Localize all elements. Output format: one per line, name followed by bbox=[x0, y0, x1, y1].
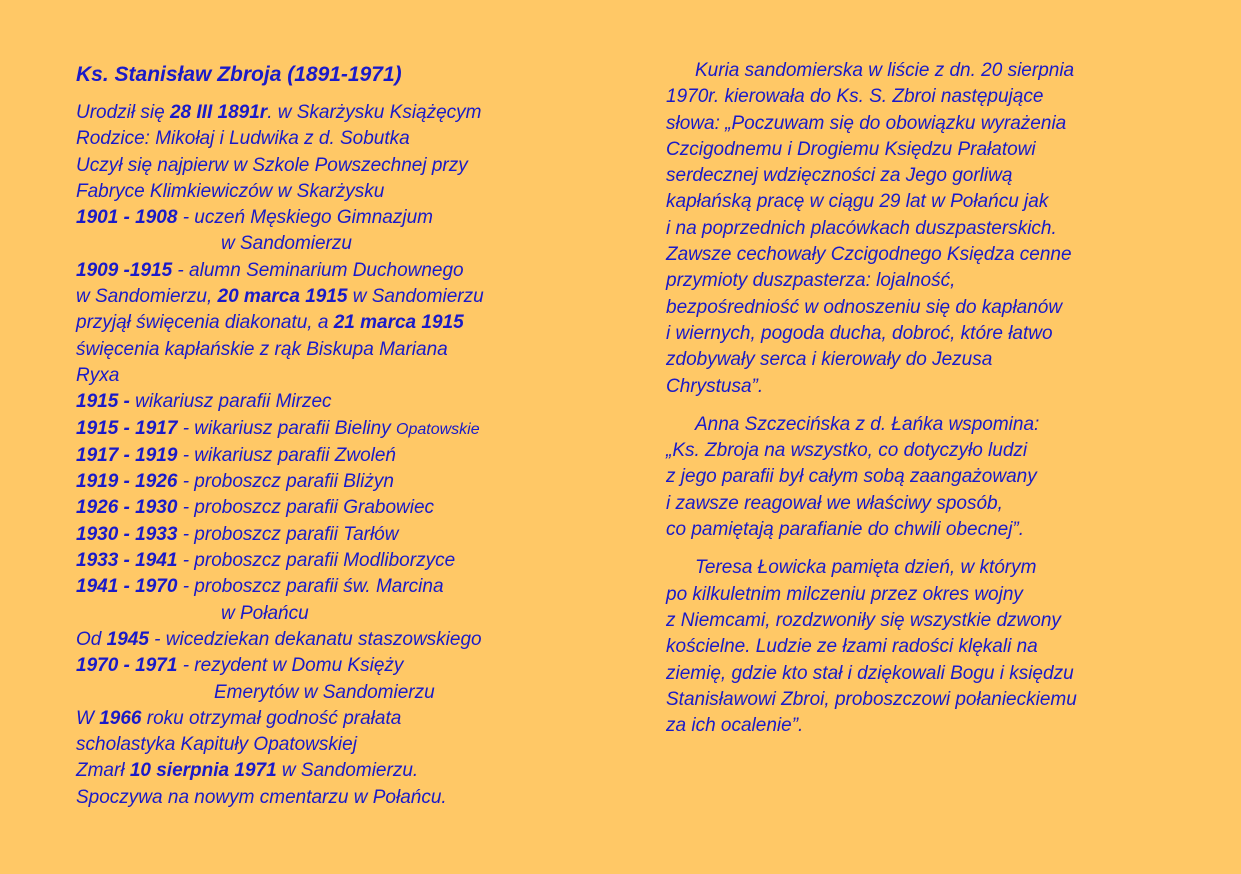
line-note: Opatowskie bbox=[396, 420, 480, 438]
line-text: święcenia kapłańskie z rąk Biskupa Mariana bbox=[76, 338, 448, 360]
line-text: w Sandomierzu, bbox=[76, 286, 218, 308]
paragraph-line: przymioty duszpasterza: lojalność, bbox=[666, 270, 956, 292]
paragraph-line: Czcigodnemu i Drogiemu Księdzu Prałatowi bbox=[666, 138, 1036, 160]
paragraph-line: ziemię, gdzie kto stał i dziękowali Bogu i księdzu bbox=[666, 662, 1074, 684]
line-text: W bbox=[76, 707, 100, 729]
paragraph-line: „Ks. Zbroja na wszystko, co dotyczyło ludzi bbox=[666, 440, 1028, 462]
line-text: Fabryce Klimkiewiczów w Skarżysku bbox=[76, 180, 385, 202]
biography-line bbox=[76, 389, 616, 415]
line-text: - uczeń Męskiego Gimnazjum bbox=[177, 207, 433, 229]
testimony-paragraph bbox=[666, 555, 1206, 739]
paragraph-line: Chrystusa”. bbox=[666, 375, 764, 397]
paragraph-line: Anna Szczecińska z d. Łańka wspomina: bbox=[695, 413, 1040, 435]
line-text: Rodzice: Mikołaj i Ludwika z d. Sobutka bbox=[76, 128, 410, 150]
paragraph-line: 1970r. kierowała do Ks. S. Zbroi następujące bbox=[666, 86, 1044, 108]
line-text: - proboszcz parafii Grabowiec bbox=[177, 497, 435, 519]
testimony-paragraph bbox=[666, 58, 1206, 400]
line-text: - proboszcz parafii Modliborzyce bbox=[177, 550, 456, 572]
line-text: w Sandomierzu. bbox=[276, 760, 419, 782]
biography-line bbox=[76, 363, 616, 389]
line-date: 1919 - 1926 bbox=[76, 471, 178, 493]
biography-line bbox=[76, 653, 616, 679]
line-date: 1915 - 1917 bbox=[76, 417, 178, 439]
line-text: - proboszcz parafii Bliżyn bbox=[177, 471, 394, 493]
line-text: scholastyka Kapituły Opatowskiej bbox=[76, 734, 357, 756]
line-text: - rezydent w Domu Księży bbox=[177, 655, 404, 677]
biography-line bbox=[76, 574, 616, 600]
paragraph-line: i zawsze reagował we właściwy sposób, bbox=[666, 492, 1003, 514]
line-text: - wikariusz parafii Zwoleń bbox=[177, 444, 396, 466]
biography-line bbox=[76, 258, 616, 284]
paragraph-line: z Niemcami, rozdzwoniły się wszystkie dzwony bbox=[666, 609, 1061, 631]
biography-lines bbox=[76, 100, 616, 811]
line-text: Spoczywa na nowym cmentarzu w Połańcu. bbox=[76, 786, 447, 808]
paragraph-line: zdobywały serca i kierowały do Jezusa bbox=[666, 349, 993, 371]
biography-line bbox=[76, 153, 616, 179]
line-text: - proboszcz parafii Tarłów bbox=[177, 523, 399, 545]
paragraph-line: i wiernych, pogoda ducha, dobroć, które łatwo bbox=[666, 322, 1053, 344]
paragraph-line: Stanisławowi Zbroi, proboszczowi połanieckiemu bbox=[666, 688, 1077, 710]
paragraph-line: co pamiętają parafianie do chwili obecnej”. bbox=[666, 519, 1025, 541]
paragraph-line: Zawsze cechowały Czcigodnego Księdza cenne bbox=[666, 244, 1072, 266]
testimony-paragraphs bbox=[666, 58, 1206, 739]
line-date: 1970 - 1971 bbox=[76, 655, 178, 677]
biography-line bbox=[76, 785, 616, 811]
line-date: 1930 - 1933 bbox=[76, 523, 178, 545]
line-date: 28 III 1891r bbox=[169, 102, 268, 123]
paragraph-line: i na poprzednich placówkach duszpasterskich. bbox=[666, 217, 1057, 239]
line-date: 1941 - 1970 bbox=[76, 576, 178, 598]
biography-line bbox=[76, 758, 616, 784]
line-date: 21 marca 1915 bbox=[333, 312, 464, 334]
line-date: 1917 - 1919 bbox=[76, 444, 178, 466]
line-date: 10 sierpnia 1971 bbox=[129, 760, 277, 782]
line-text: - proboszcz parafii św. Marcina bbox=[177, 576, 444, 598]
line-text: Zmarł bbox=[76, 760, 130, 782]
page-title: Ks. Stanisław Zbroja (1891-1971) bbox=[76, 63, 402, 86]
biography-line bbox=[76, 126, 616, 152]
line-text: . w Skarżysku Książęcym bbox=[267, 102, 482, 123]
biography-line bbox=[76, 100, 616, 126]
biography-line bbox=[76, 310, 616, 336]
line-date: 1901 - 1908 bbox=[76, 207, 178, 229]
line-text: roku otrzymał godność prałata bbox=[141, 707, 402, 729]
paragraph-line: Kuria sandomierska w liście z dn. 20 sierpnia bbox=[695, 60, 1075, 81]
line-text: - alumn Seminarium Duchownego bbox=[172, 259, 464, 281]
biography-line bbox=[76, 443, 616, 469]
line-text: Urodził się bbox=[76, 102, 170, 123]
paragraph-line: słowa: „Poczuwam się do obowiązku wyrażenia bbox=[666, 112, 1067, 134]
line-text: w Połańcu bbox=[221, 602, 309, 624]
biography-line bbox=[76, 231, 616, 257]
line-text: wikariusz parafii Mirzec bbox=[129, 391, 332, 413]
biography-line bbox=[76, 732, 616, 758]
biography-line bbox=[76, 495, 616, 521]
paragraph-line: kapłańską pracę w ciągu 29 lat w Połańcu jak bbox=[666, 191, 1049, 213]
line-text: w Sandomierzu bbox=[347, 286, 484, 308]
biography-column bbox=[76, 62, 616, 811]
biography-line bbox=[76, 337, 616, 363]
line-text: - wicedziekan dekanatu staszowskiego bbox=[148, 628, 482, 650]
paragraph-line: kościelne. Ludzie ze łzami radości klękali na bbox=[666, 636, 1038, 658]
biography-line bbox=[76, 284, 616, 310]
biography-line bbox=[76, 205, 616, 231]
line-text: przyjął święcenia diakonatu, a bbox=[76, 312, 334, 334]
biography-line bbox=[76, 601, 616, 627]
paragraph-line: serdecznej wdzięczności za Jego gorliwą bbox=[666, 165, 1013, 187]
testimony-paragraph bbox=[666, 412, 1206, 543]
biography-line bbox=[76, 522, 616, 548]
line-date: 1966 bbox=[99, 707, 142, 729]
line-text: Od bbox=[76, 628, 107, 650]
line-text: Emerytów w Sandomierzu bbox=[214, 681, 435, 703]
biography-line bbox=[76, 416, 616, 443]
line-text: w Sandomierzu bbox=[221, 233, 352, 255]
biography-line bbox=[76, 548, 616, 574]
line-date: 1933 - 1941 bbox=[76, 550, 178, 572]
biography-line bbox=[76, 179, 616, 205]
biography-line bbox=[76, 706, 616, 732]
biography-line bbox=[76, 680, 616, 706]
testimonies-column bbox=[666, 58, 1206, 751]
line-date: 1915 - bbox=[76, 391, 130, 413]
paragraph-line: po kilkuletnim milczeniu przez okres wojny bbox=[666, 583, 1023, 605]
paragraph-line: bezpośredniość w odnoszeniu się do kapłanów bbox=[666, 296, 1063, 318]
line-date: 1909 -1915 bbox=[76, 259, 173, 281]
paragraph-line: Teresa Łowicka pamięta dzień, w którym bbox=[695, 557, 1037, 579]
paragraph-line: z jego parafii był całym sobą zaangażowany bbox=[666, 466, 1037, 488]
line-date: 20 marca 1915 bbox=[217, 286, 348, 308]
line-date: 1926 - 1930 bbox=[76, 497, 178, 519]
line-text: Uczył się najpierw w Szkole Powszechnej przy bbox=[76, 154, 468, 176]
biography-line bbox=[76, 627, 616, 653]
line-text: Ryxa bbox=[76, 364, 120, 386]
line-text: - wikariusz parafii Bieliny bbox=[177, 417, 396, 439]
paragraph-line: za ich ocalenie”. bbox=[666, 715, 804, 737]
line-date: 1945 bbox=[106, 628, 149, 650]
biography-line bbox=[76, 469, 616, 495]
